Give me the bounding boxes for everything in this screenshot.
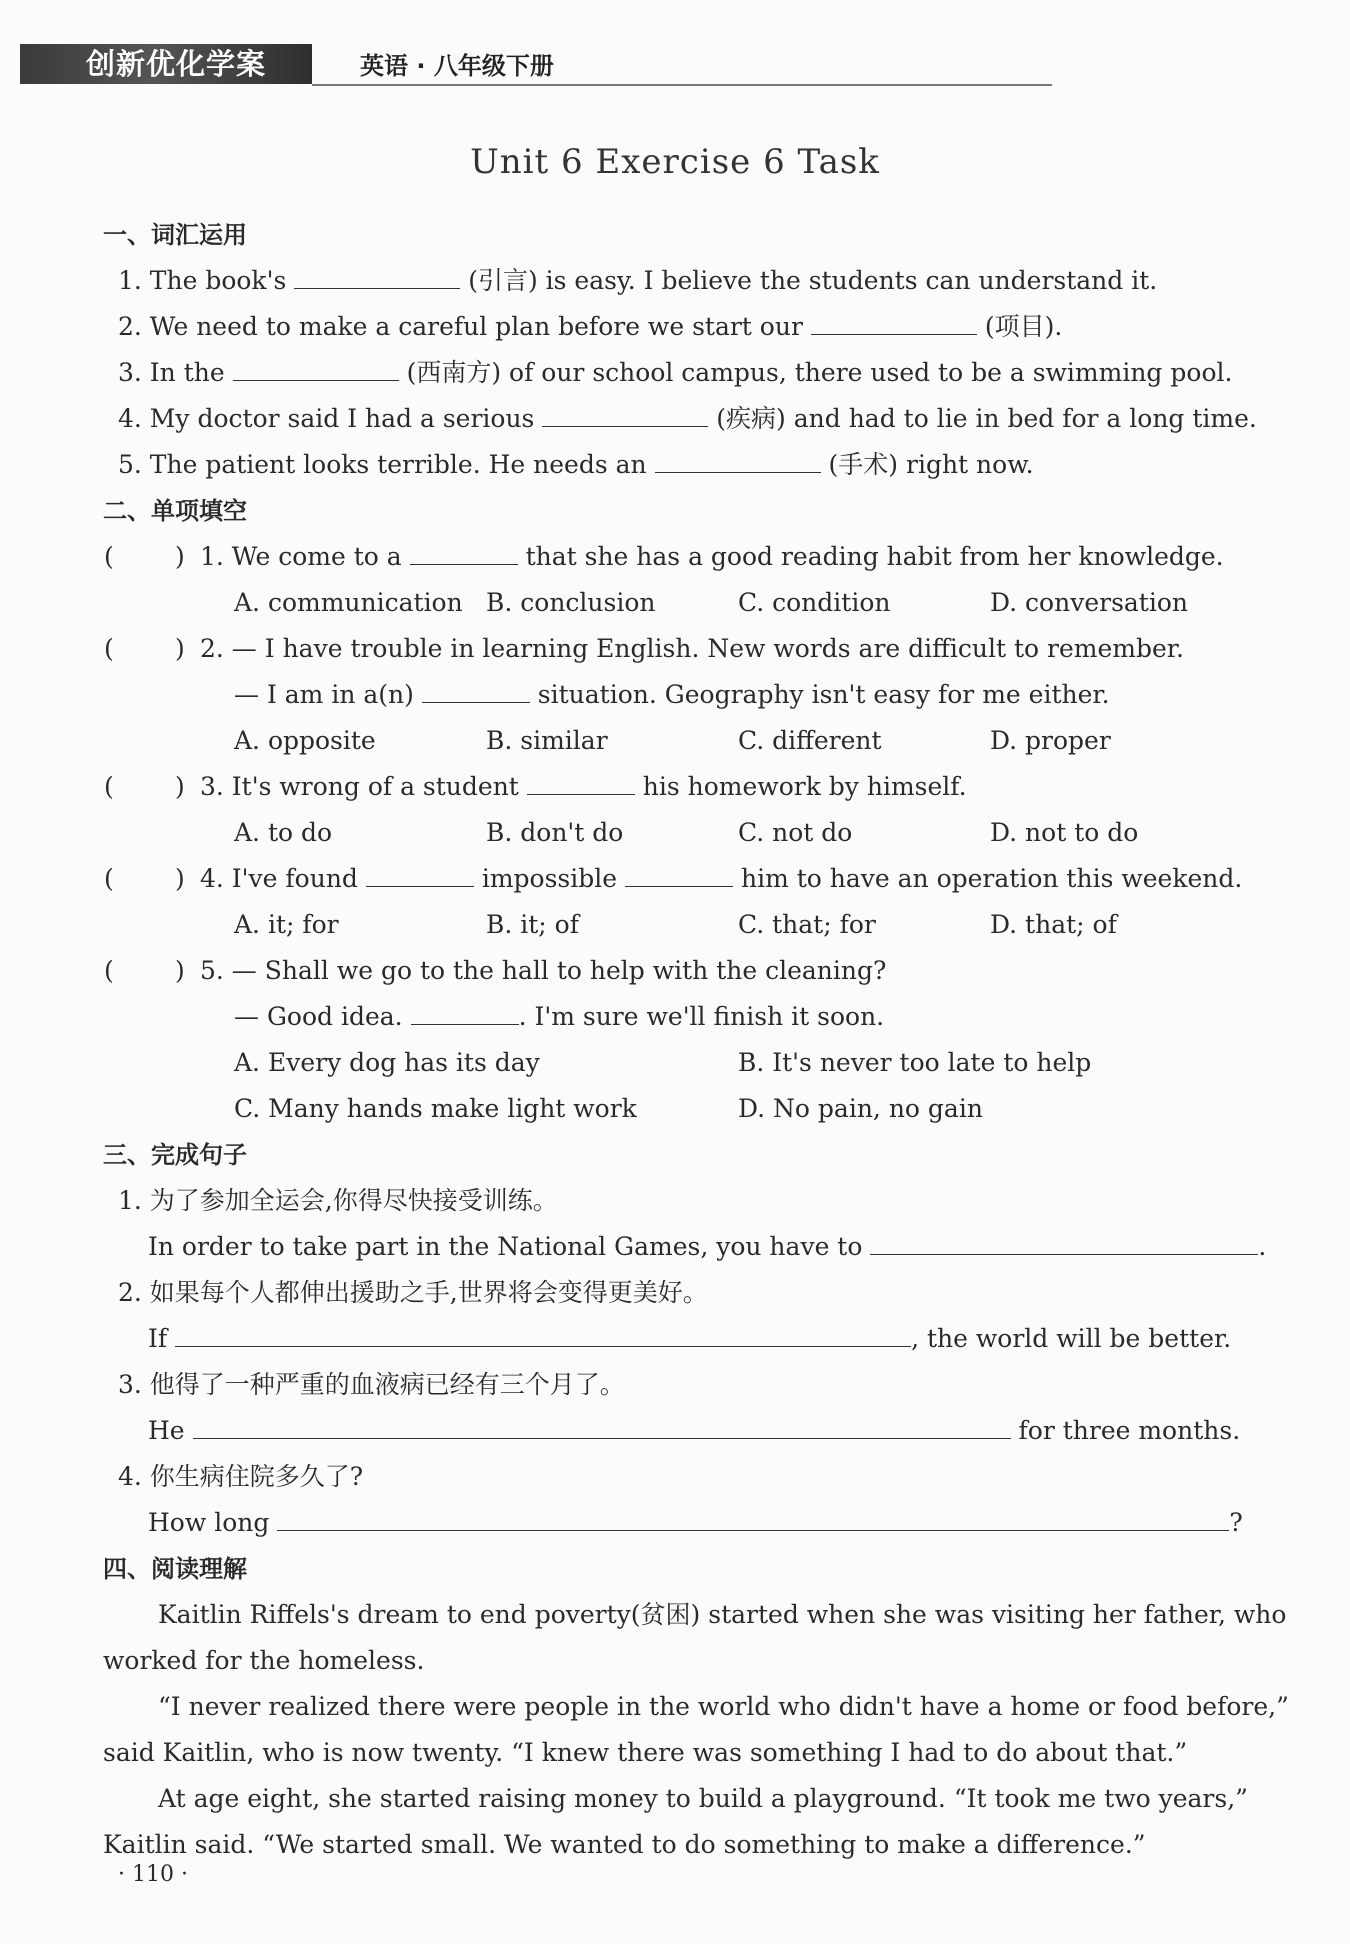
q2-stem-b: — I am in a(n) [234, 680, 414, 709]
s1-item-1-blank[interactable] [294, 264, 460, 289]
q3-paren-open: ( [104, 772, 114, 801]
q2-stem-line1: 2. — I have trouble in learning English. New words are difficult to remember. [200, 634, 1184, 663]
q3-blank[interactable] [527, 770, 635, 795]
q3-stem-a: 3. It's wrong of a student [200, 772, 519, 801]
q3-option-a[interactable]: A. to do [234, 818, 333, 847]
header-rule [312, 84, 1052, 86]
s1-item-3-blank[interactable] [233, 356, 399, 381]
s1-item-5 [118, 448, 1034, 482]
s1-item-3-pre: 3. In the [118, 358, 225, 387]
q1-stem-a: 1. We come to a [200, 542, 402, 571]
s3-item-2-cn: 2. 如果每个人都伸出援助之手,世界将会变得更美好。 [118, 1278, 708, 1307]
s3-item-3-post: for three months. [1018, 1416, 1241, 1445]
q2-paren-open: ( [104, 634, 114, 663]
q5-option-c[interactable]: C. Many hands make light work [234, 1094, 637, 1123]
s3-item-3-en [148, 1414, 1240, 1448]
page-header [20, 44, 1040, 88]
q5-blank[interactable] [411, 1000, 519, 1025]
s1-item-4-pre: 4. My doctor said I had a serious [118, 404, 535, 433]
q3-option-b[interactable]: B. don't do [486, 818, 624, 847]
s1-item-1-post: (引言) is easy. I believe the students can understand it. [468, 266, 1158, 295]
q4-option-c[interactable]: C. that; for [738, 910, 876, 939]
s1-item-1-pre: 1. The book's [118, 266, 287, 295]
passage-line-4: said Kaitlin, who is now twenty. “I knew there was something I had to do about that.” [103, 1738, 1188, 1767]
q2-option-d[interactable]: D. proper [990, 726, 1111, 755]
q3-stem-b: his homework by himself. [642, 772, 967, 801]
s1-item-5-pre: 5. The patient looks terrible. He needs an [118, 450, 647, 479]
s3-item-1-en [148, 1230, 1266, 1264]
s1-item-3 [118, 356, 1232, 390]
s1-item-4-blank[interactable] [542, 402, 708, 427]
q1-option-d[interactable]: D. conversation [990, 588, 1188, 617]
s1-item-2 [118, 310, 1062, 344]
q4-stem-c: him to have an operation this weekend. [740, 864, 1243, 893]
s3-item-2-post: , the world will be better. [911, 1324, 1232, 1353]
s1-item-4 [118, 402, 1257, 436]
brand-logo [20, 44, 312, 84]
s1-item-2-pre: 2. We need to make a careful plan before we start our [118, 312, 803, 341]
q1-stem-b: that she has a good reading habit from her knowledge. [525, 542, 1224, 571]
q1-paren-close: ) [175, 542, 185, 571]
s3-item-4-post: ? [1229, 1508, 1243, 1537]
section1-heading: 一、词汇运用 [103, 221, 247, 249]
s3-item-1-blank[interactable] [870, 1230, 1258, 1255]
s3-item-1-pre: In order to take part in the National Games, you have to [148, 1232, 863, 1261]
s1-item-5-blank[interactable] [655, 448, 821, 473]
q1-stem [200, 540, 1224, 574]
q2-option-c[interactable]: C. different [738, 726, 882, 755]
s3-item-4-pre: How long [148, 1508, 270, 1537]
s1-item-2-blank[interactable] [811, 310, 977, 335]
q5-stem-line1: 5. — Shall we go to the hall to help with the cleaning? [200, 956, 887, 985]
q4-paren-open: ( [104, 864, 114, 893]
q3-paren-close: ) [175, 772, 185, 801]
q3-stem [200, 770, 967, 804]
section4-heading: 四、阅读理解 [103, 1555, 247, 1583]
q4-option-a[interactable]: A. it; for [234, 910, 339, 939]
passage-line-1: Kaitlin Riffels's dream to end poverty(贫困) started when she was visiting her father, who [158, 1600, 1287, 1629]
q2-stem-c: situation. Geography isn't easy for me either. [537, 680, 1110, 709]
q5-stem-c: . I'm sure we'll finish it soon. [518, 1002, 885, 1031]
q2-option-a[interactable]: A. opposite [234, 726, 376, 755]
passage-line-5: At age eight, she started raising money to build a playground. “It took me two years,” [158, 1784, 1248, 1813]
s3-item-3-blank[interactable] [193, 1414, 1011, 1439]
q5-option-a[interactable]: A. Every dog has its day [234, 1048, 540, 1077]
q3-option-c[interactable]: C. not do [738, 818, 853, 847]
s1-item-3-post: (西南方) of our school campus, there used to be a swimming pool. [406, 358, 1233, 387]
section2-heading: 二、单项填空 [103, 497, 247, 525]
q5-paren-open: ( [104, 956, 114, 985]
q5-paren-close: ) [175, 956, 185, 985]
q5-stem-b: — Good idea. [234, 1002, 403, 1031]
s3-item-1-post: . [1258, 1232, 1267, 1261]
brand-text: 创新优化学案 [86, 47, 267, 81]
q1-option-a[interactable]: A. communication [234, 588, 463, 617]
s3-item-4-cn: 4. 你生病住院多久了? [118, 1462, 364, 1491]
q1-option-c[interactable]: C. condition [738, 588, 891, 617]
page-title: Unit 6 Exercise 6 Task [470, 142, 880, 182]
section3-heading: 三、完成句子 [103, 1141, 247, 1169]
q4-blank-2[interactable] [625, 862, 733, 887]
q1-blank[interactable] [410, 540, 518, 565]
q1-paren-open: ( [104, 542, 114, 571]
s3-item-2-blank[interactable] [175, 1322, 911, 1347]
q2-blank[interactable] [422, 678, 530, 703]
subject-label: 英语 · 八年级下册 [360, 52, 554, 80]
s3-item-4-en [148, 1506, 1243, 1540]
s3-item-1-cn: 1. 为了参加全运会,你得尽快接受训练。 [118, 1186, 558, 1215]
passage-line-6: Kaitlin said. “We started small. We wanted to do something to make a difference.” [103, 1830, 1146, 1859]
passage-line-3: “I never realized there were people in the world who didn't have a home or food before,” [158, 1692, 1289, 1721]
passage-line-2: worked for the homeless. [103, 1646, 425, 1675]
q2-paren-close: ) [175, 634, 185, 663]
q4-stem-b: impossible [481, 864, 618, 893]
s3-item-4-blank[interactable] [277, 1506, 1229, 1531]
q5-stem-line2 [234, 1000, 884, 1034]
s3-item-3-pre: He [148, 1416, 185, 1445]
q4-blank-1[interactable] [366, 862, 474, 887]
q2-stem-line2 [234, 678, 1110, 712]
q4-paren-close: ) [175, 864, 185, 893]
s3-item-2-en [148, 1322, 1231, 1356]
q5-option-b[interactable]: B. It's never too late to help [738, 1048, 1092, 1077]
s3-item-2-pre: If [148, 1324, 168, 1353]
q4-stem-a: 4. I've found [200, 864, 358, 893]
s1-item-1 [118, 264, 1157, 298]
q2-option-b[interactable]: B. similar [486, 726, 608, 755]
q5-option-d[interactable]: D. No pain, no gain [738, 1094, 983, 1123]
s1-item-5-post: (手术) right now. [828, 450, 1034, 479]
q4-stem [200, 862, 1242, 896]
s1-item-4-post: (疾病) and had to lie in bed for a long time. [716, 404, 1257, 433]
s1-item-2-post: (项目). [984, 312, 1063, 341]
q3-option-d[interactable]: D. not to do [990, 818, 1139, 847]
s3-item-3-cn: 3. 他得了一种严重的血液病已经有三个月了。 [118, 1370, 625, 1399]
page-number: · 110 · [118, 1862, 188, 1887]
q4-option-d[interactable]: D. that; of [990, 910, 1117, 939]
q4-option-b[interactable]: B. it; of [486, 910, 579, 939]
q1-option-b[interactable]: B. conclusion [486, 588, 656, 617]
